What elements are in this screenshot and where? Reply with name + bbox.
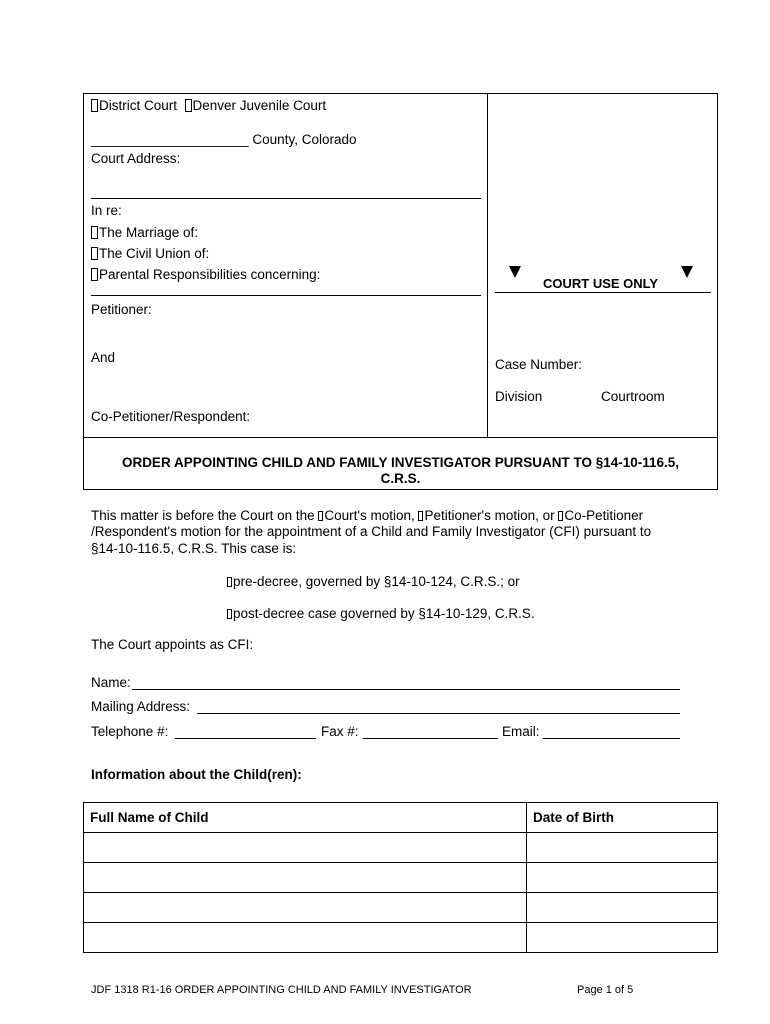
court-use-only-label: COURT USE ONLY: [543, 276, 659, 291]
and-label: And: [91, 350, 116, 365]
child-name-cell[interactable]: [84, 893, 527, 923]
civil-union-label: The Civil Union of:: [99, 246, 210, 261]
district-court-label: District Court: [99, 98, 178, 113]
table-header-row: [84, 803, 718, 833]
arrow-down-icon: [509, 266, 521, 278]
cfi-fax-field[interactable]: [363, 738, 498, 739]
division-label[interactable]: Division: [495, 389, 543, 404]
co-petitioner-motion-checkbox[interactable]: [558, 511, 563, 521]
table-row: [84, 863, 718, 893]
courts-motion-checkbox[interactable]: [318, 511, 323, 521]
child-name-cell[interactable]: [84, 833, 527, 863]
party-names-underline[interactable]: [91, 295, 481, 296]
case-number-label[interactable]: Case Number:: [495, 357, 583, 372]
district-court-checkbox[interactable]: [91, 99, 98, 112]
children-table: [83, 802, 718, 953]
cfi-email-field[interactable]: [543, 738, 680, 739]
cfi-name-label: Name:: [91, 675, 131, 690]
in-re-civil-union: [91, 246, 209, 261]
post-decree-label: post-decree case governed by §14-10-129, C.R.S.: [233, 606, 535, 621]
footer-page-number: Page 1 of 5: [577, 984, 634, 996]
pre-decree-checkbox[interactable]: [227, 577, 232, 587]
pre-decree-option: [227, 574, 520, 589]
table-row: [84, 923, 718, 953]
cfi-mailing-field[interactable]: [197, 713, 680, 714]
civil-union-checkbox[interactable]: [91, 247, 98, 260]
child-name-cell[interactable]: [84, 923, 527, 953]
petitioners-motion-label: Petitioner's motion, or: [424, 508, 559, 523]
intro-line-3: §14-10-116.5, C.R.S. This case is:: [91, 541, 297, 556]
footer-form-id: JDF 1318 R1-16 ORDER APPOINTING CHILD AND FAMILY INVESTIGATOR: [91, 984, 472, 996]
child-dob-cell[interactable]: [527, 923, 718, 953]
courts-motion-label: Court's motion,: [324, 508, 419, 523]
intro-text: This matter is before the Court on the: [91, 508, 319, 523]
in-re-parental: [91, 267, 320, 282]
cfi-telephone-label: Telephone #:: [91, 724, 169, 739]
children-heading: Information about the Child(ren):: [91, 767, 302, 782]
table-row: [84, 833, 718, 863]
intro-line-2: /Respondent's motion for the appointment of a Child and Family Investigator (CFI) pursuant to: [91, 524, 652, 539]
cfi-fax-label: Fax #:: [321, 724, 359, 739]
pre-decree-label: pre-decree, governed by §14-10-124, C.R.S.; or: [233, 574, 520, 589]
child-name-header: Full Name of Child: [84, 803, 527, 833]
cfi-email-label: Email:: [502, 724, 540, 739]
appoints-cfi-label: The Court appoints as CFI:: [91, 637, 254, 652]
county-line[interactable]: _____________________ County, Colorado: [91, 132, 357, 147]
cfi-mailing-label: Mailing Address:: [91, 699, 191, 714]
arrow-down-icon: [681, 266, 693, 278]
cfi-telephone-field[interactable]: [175, 738, 316, 739]
table-row: [84, 893, 718, 923]
court-address-label: Court Address:: [91, 151, 181, 166]
courtroom-label[interactable]: Courtroom: [601, 389, 665, 404]
parental-responsibilities-label: Parental Responsibilities concerning:: [99, 267, 321, 282]
page-title: ORDER APPOINTING CHILD AND FAMILY INVESTIGATOR PURSUANT TO §14-10-116.5,: [121, 455, 680, 470]
denver-juvenile-court-checkbox[interactable]: [185, 99, 192, 112]
parental-responsibilities-checkbox[interactable]: [91, 268, 98, 281]
page-title-line2: C.R.S.: [380, 471, 421, 486]
in-re-marriage: [91, 225, 198, 240]
in-re-label: In re:: [91, 203, 122, 218]
intro-line-1: [91, 508, 643, 523]
cfi-name-field[interactable]: [132, 689, 680, 690]
co-petitioner-label: Co-Petitioner/Respondent:: [91, 409, 251, 424]
caption-divider: [487, 93, 488, 438]
post-decree-checkbox[interactable]: [227, 609, 232, 619]
post-decree-option: [227, 606, 535, 621]
child-dob-cell[interactable]: [527, 863, 718, 893]
child-name-cell[interactable]: [84, 863, 527, 893]
court-address-underline[interactable]: [91, 198, 481, 199]
child-dob-cell[interactable]: [527, 833, 718, 863]
court-use-only-rule: [495, 292, 711, 293]
petitioner-label: Petitioner:: [91, 302, 152, 317]
court-type-options: [91, 98, 326, 113]
marriage-label: The Marriage of:: [99, 225, 199, 240]
petitioners-motion-checkbox[interactable]: [418, 511, 423, 521]
child-dob-cell[interactable]: [527, 893, 718, 923]
co-petitioner-motion-label: Co-Petitioner: [564, 508, 644, 523]
child-dob-header: Date of Birth: [527, 803, 718, 833]
marriage-checkbox[interactable]: [91, 226, 98, 239]
denver-juvenile-court-label: Denver Juvenile Court: [192, 98, 327, 113]
